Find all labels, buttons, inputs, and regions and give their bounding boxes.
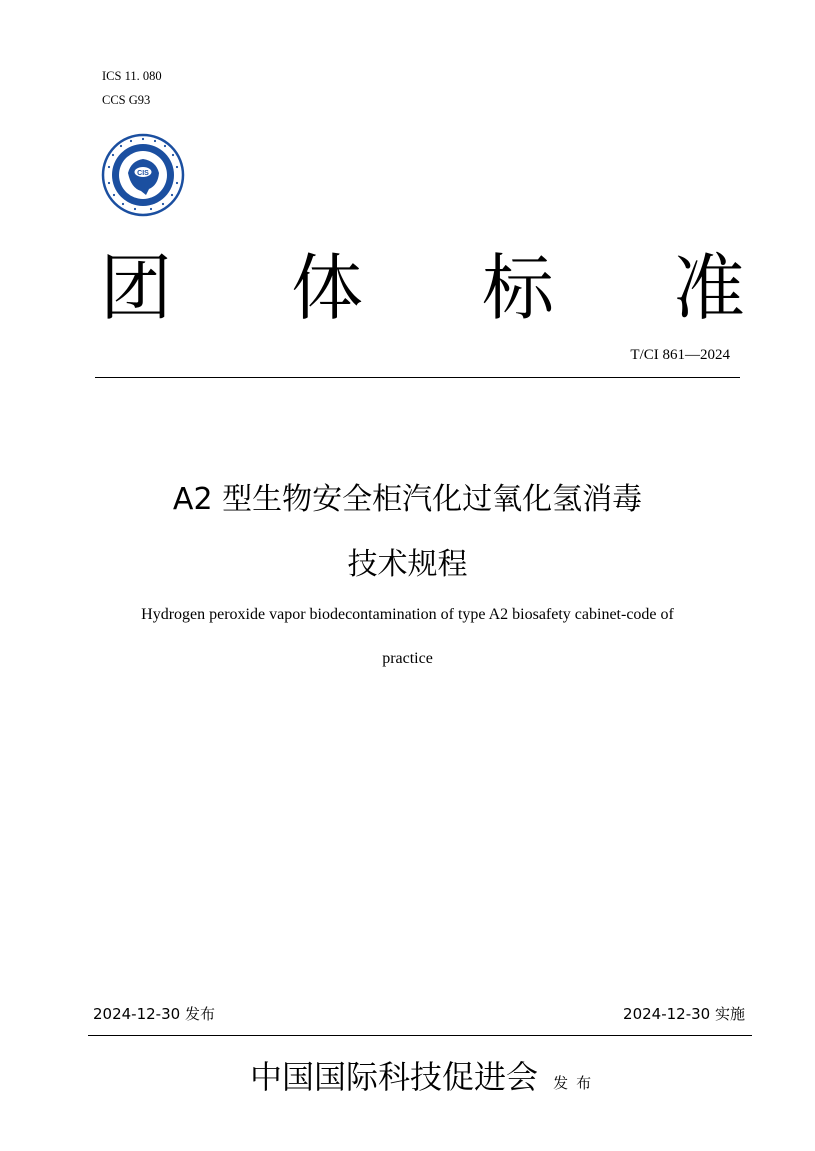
big-title-char: 标 bbox=[481, 246, 554, 330]
release-date: 2024-12-30 发布 bbox=[93, 1005, 215, 1023]
title-cn-line2: 技术规程 bbox=[347, 547, 468, 582]
bottom-divider bbox=[88, 1035, 752, 1036]
publisher-action: 发布 bbox=[553, 1074, 600, 1092]
publisher bbox=[250, 1055, 599, 1099]
cis-logo bbox=[101, 133, 185, 217]
top-divider bbox=[95, 377, 740, 378]
title-cn-line1: A2 型生物安全柜汽化过氧化氢消毒 bbox=[172, 482, 643, 517]
big-title-char: 准 bbox=[672, 246, 745, 330]
document-category-title bbox=[100, 248, 745, 328]
publisher-org: 中国国际科技促进会 bbox=[250, 1058, 539, 1096]
implement-date: 2024-12-30 实施 bbox=[623, 1005, 745, 1023]
big-title-char: 团 bbox=[100, 246, 173, 330]
standard-number: T/CI 861—2024 bbox=[630, 347, 730, 363]
ccs-code: CCS G93 bbox=[102, 93, 151, 107]
logo-center-text: CIS bbox=[137, 170, 149, 177]
big-title-char: 体 bbox=[290, 246, 363, 330]
classification-codes bbox=[102, 64, 162, 112]
ics-code: ICS 11. 080 bbox=[102, 69, 162, 83]
title-en-line1: Hydrogen peroxide vapor biodecontamination of type A2 biosafety cabinet-code of bbox=[141, 606, 674, 623]
cis-logo-graphic bbox=[101, 133, 185, 217]
title-en-line2: practice bbox=[382, 650, 433, 667]
